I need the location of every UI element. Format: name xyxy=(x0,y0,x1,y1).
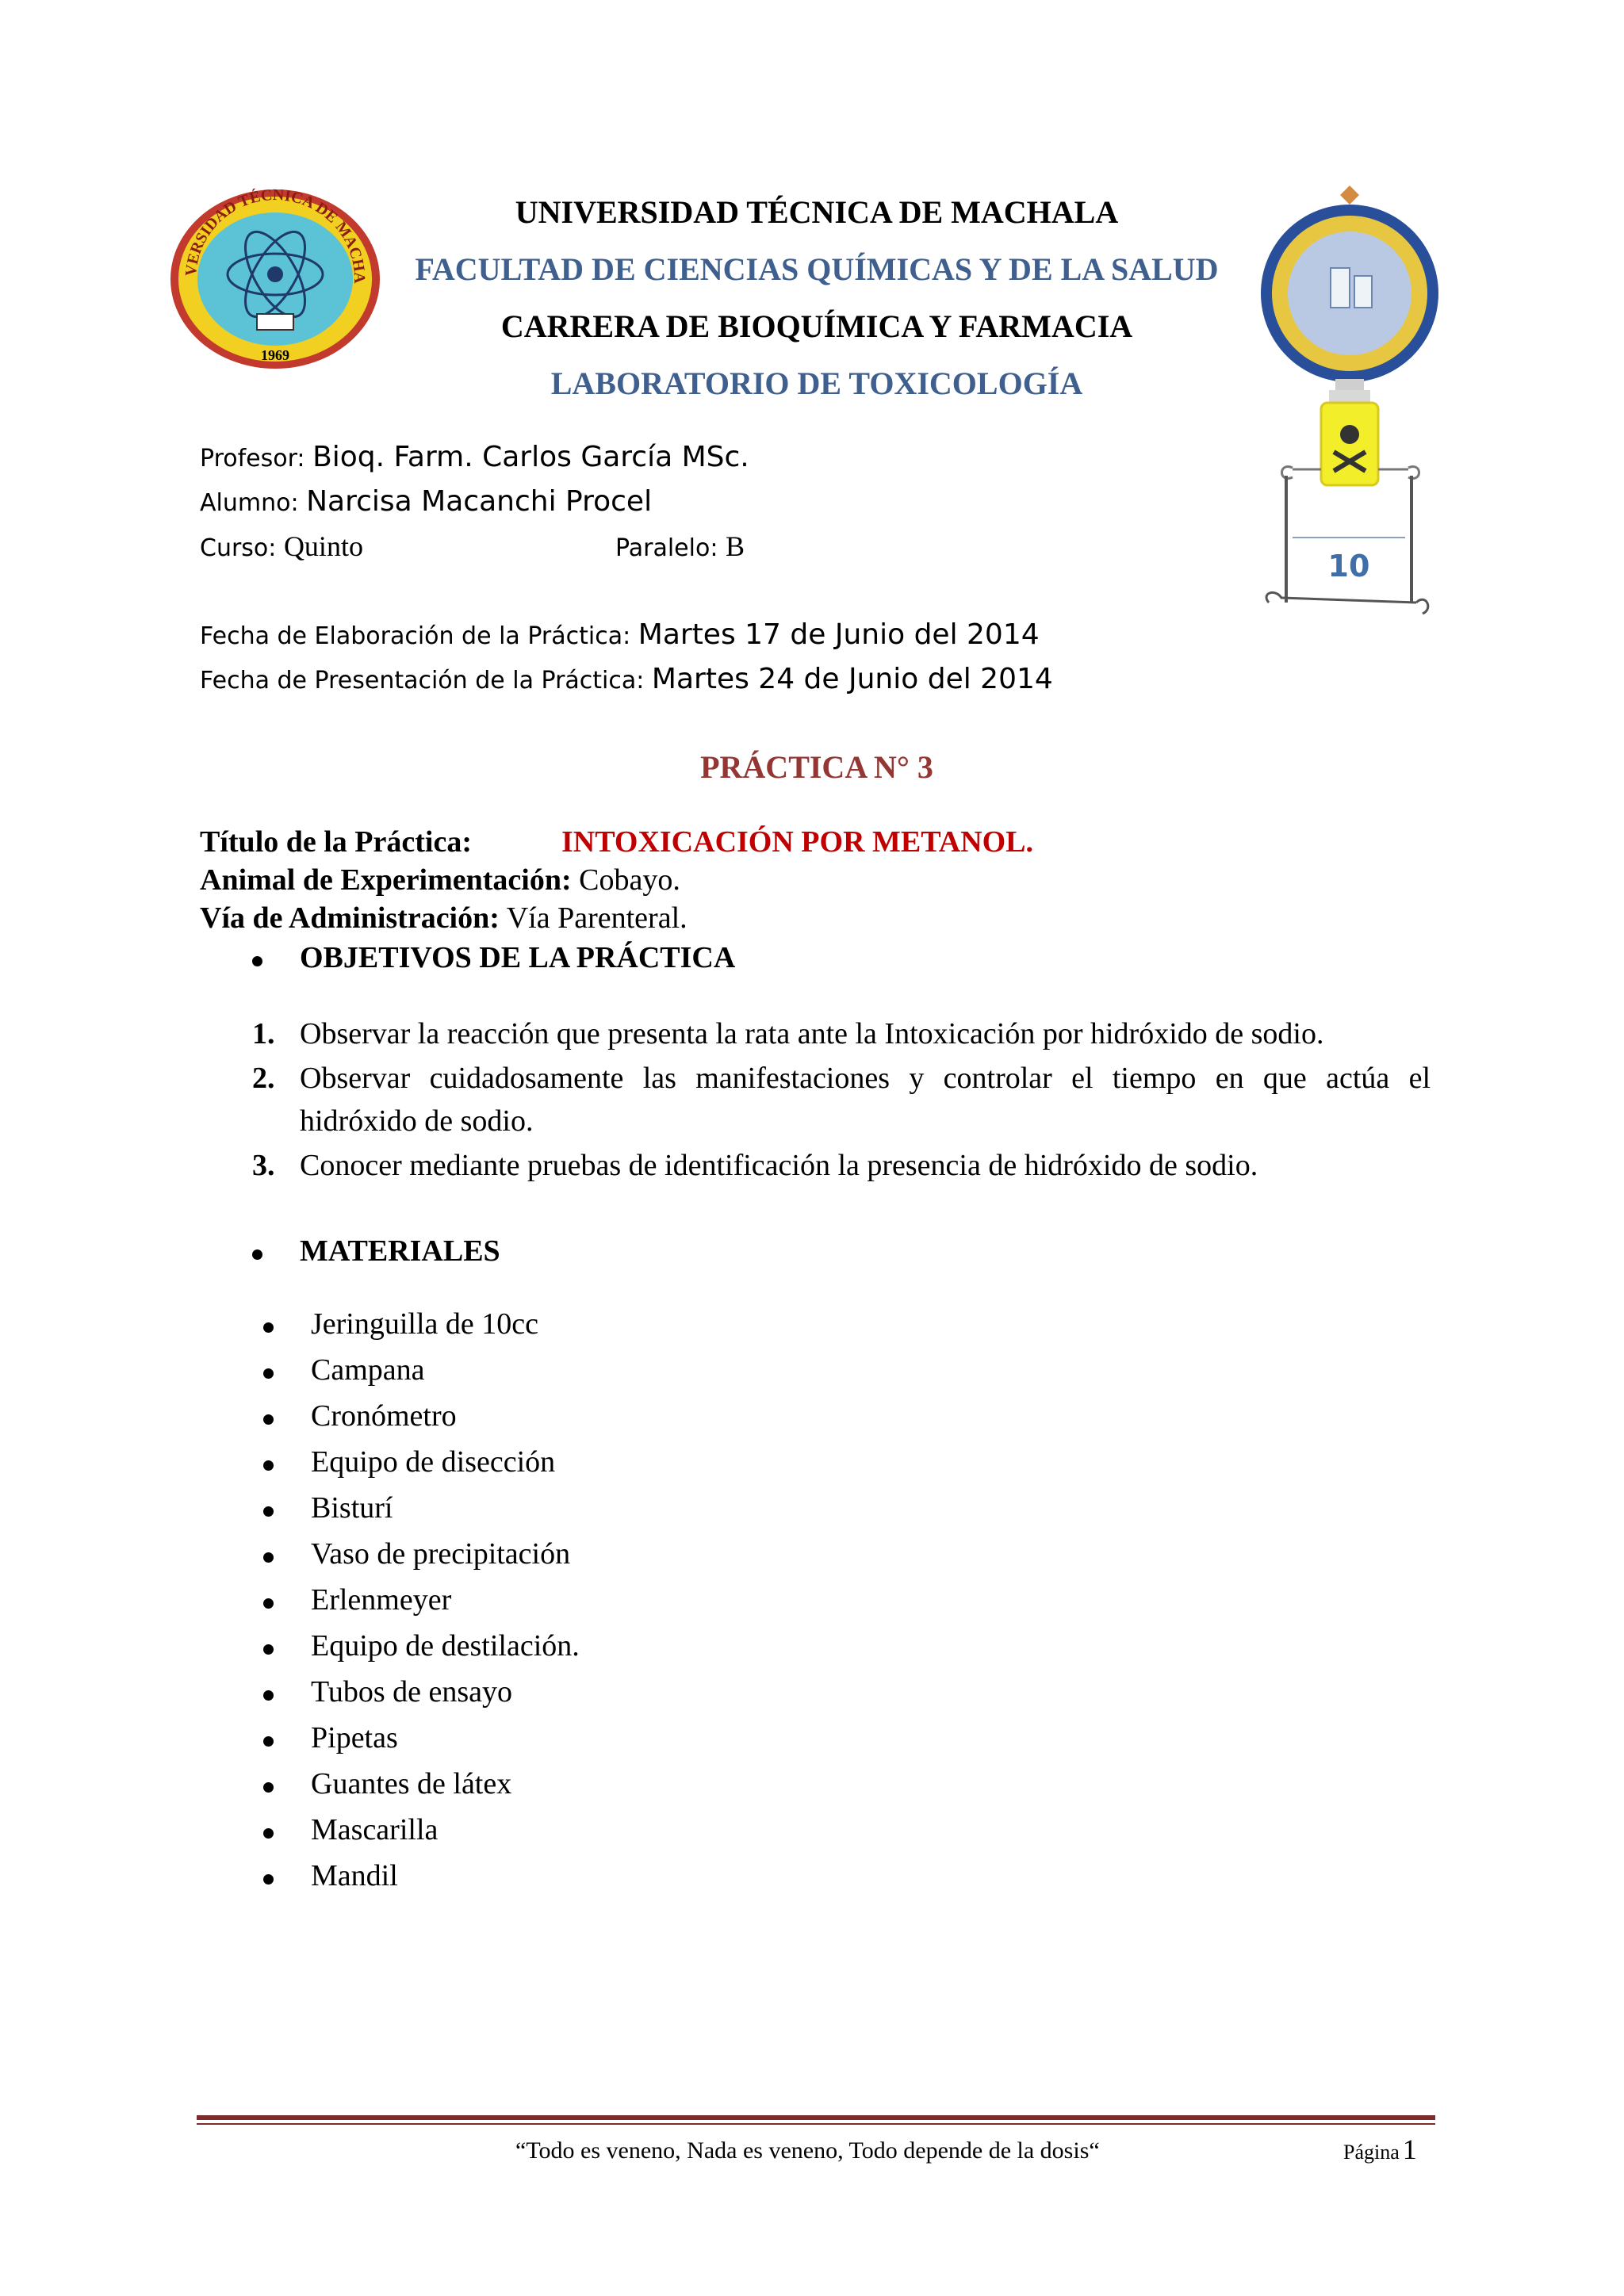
material-text: Pipetas xyxy=(311,1721,398,1755)
via-value: Vía Parenteral. xyxy=(506,901,688,935)
fecha-presentacion-line xyxy=(200,663,1053,695)
practice-number: PRÁCTICA N° 3 xyxy=(700,749,933,785)
animal-line xyxy=(200,863,680,897)
bullet-icon xyxy=(263,1874,274,1885)
material-text: Erlenmeyer xyxy=(311,1583,452,1617)
alumno-label: Alumno: xyxy=(200,489,299,517)
practice-title: INTOXICACIÓN POR METANOL. xyxy=(561,825,1034,859)
grade-value: 10 xyxy=(1327,549,1370,584)
bullet-icon xyxy=(252,1249,262,1260)
material-text: Equipo de disección xyxy=(311,1445,556,1479)
fecha-presentacion-value: Martes 24 de Junio del 2014 xyxy=(651,663,1053,695)
material-text: Campana xyxy=(311,1353,425,1387)
fecha-elaboracion-line xyxy=(200,618,1040,651)
footer-quote: “Todo es veneno, Nada es veneno, Todo depende de la dosis“ xyxy=(515,2137,1100,2164)
bullet-icon xyxy=(263,1322,274,1333)
page-number: 1 xyxy=(1402,2133,1417,2165)
fecha-elaboracion-label: Fecha de Elaboración de la Práctica: xyxy=(200,622,631,650)
svg-text:1969: 1969 xyxy=(261,347,289,363)
bullet-icon xyxy=(263,1460,274,1471)
objective-item-continuation xyxy=(300,1104,533,1138)
curso-label: Curso: xyxy=(200,534,277,562)
bullet-icon xyxy=(263,1598,274,1609)
paralelo-value: B xyxy=(725,530,745,562)
objective-text: hidróxido de sodio. xyxy=(300,1104,534,1138)
fecha-elaboracion-value: Martes 17 de Junio del 2014 xyxy=(638,618,1040,651)
profesor-value: Bioq. Farm. Carlos García MSc. xyxy=(312,441,749,473)
bullet-icon xyxy=(263,1782,274,1793)
material-text: Bisturí xyxy=(311,1491,393,1525)
curso-value: Quinto xyxy=(283,530,363,562)
paralelo-label: Paralelo: xyxy=(615,534,718,562)
profesor-line xyxy=(200,441,749,473)
footer-rule-thin xyxy=(197,2123,1435,2125)
bullet-icon xyxy=(252,956,262,966)
svg-text:UNIVERSIDAD TÉCNICA DE MACHALA: VERSIDAD TÉCNICA DE MACHA xyxy=(182,187,369,284)
animal-value: Cobayo. xyxy=(579,863,680,897)
material-text: Guantes de látex xyxy=(311,1767,512,1800)
bullet-icon xyxy=(263,1368,274,1379)
bullet-icon xyxy=(263,1644,274,1655)
material-text: Mandil xyxy=(311,1859,398,1892)
objective-text: Conocer mediante pruebas de identificación la presencia de hidróxido de sodio. xyxy=(300,1149,1258,1182)
page-indicator xyxy=(1343,2133,1417,2166)
bullet-icon xyxy=(263,1552,274,1563)
material-text: Equipo de destilación. xyxy=(311,1629,580,1663)
objective-item xyxy=(252,1061,1434,1096)
material-text: Mascarilla xyxy=(311,1813,439,1846)
material-text: Cronómetro xyxy=(311,1399,457,1433)
via-line xyxy=(200,901,688,936)
curso-line xyxy=(200,530,363,563)
objective-number: 1. xyxy=(252,1017,275,1050)
objectives-heading-text: OBJETIVOS DE LA PRÁCTICA xyxy=(300,941,736,974)
objective-number: 3. xyxy=(252,1149,275,1182)
bullet-icon xyxy=(263,1736,274,1747)
footer-rule xyxy=(197,2115,1435,2120)
practice-title-line xyxy=(200,825,1033,859)
bullet-icon xyxy=(263,1828,274,1839)
bullet-icon xyxy=(263,1506,274,1517)
objective-number: 2. xyxy=(252,1062,275,1095)
objective-item xyxy=(252,1016,1434,1051)
profesor-label: Profesor: xyxy=(200,445,305,473)
career-name: CARRERA DE BIOQUÍMICA Y FARMACIA xyxy=(500,308,1133,344)
materials-heading-text: MATERIALES xyxy=(300,1234,500,1268)
university-name: UNIVERSIDAD TÉCNICA DE MACHALA xyxy=(515,194,1119,230)
animal-label: Animal de Experimentación: xyxy=(200,863,572,897)
paralelo-line xyxy=(615,530,745,563)
bullet-icon xyxy=(263,1414,274,1425)
material-text: Tubos de ensayo xyxy=(311,1675,513,1709)
material-text: Jeringuilla de 10cc xyxy=(311,1307,539,1341)
material-text: Vaso de precipitación xyxy=(311,1537,571,1571)
objective-text: Observar la reacción que presenta la rata ante la Intoxicación por hidróxido de sodio. xyxy=(300,1017,1324,1050)
objective-item xyxy=(252,1148,1434,1183)
bullet-icon xyxy=(263,1690,274,1701)
objective-text: Observar cuidadosamente las manifestaciones y controlar el tiempo en que actúa el xyxy=(300,1062,1431,1095)
alumno-line xyxy=(200,485,652,518)
via-label: Vía de Administración: xyxy=(200,901,500,935)
laboratory-name: LABORATORIO DE TOXICOLOGÍA xyxy=(550,365,1083,401)
faculty-name: FACULTAD DE CIENCIAS QUÍMICAS Y DE LA SALUD xyxy=(415,251,1219,287)
alumno-value: Narcisa Macanchi Procel xyxy=(306,485,653,518)
page-label: Página xyxy=(1343,2141,1400,2164)
fecha-presentacion-label: Fecha de Presentación de la Práctica: xyxy=(200,667,645,695)
practice-title-label: Título de la Práctica: xyxy=(200,825,472,859)
